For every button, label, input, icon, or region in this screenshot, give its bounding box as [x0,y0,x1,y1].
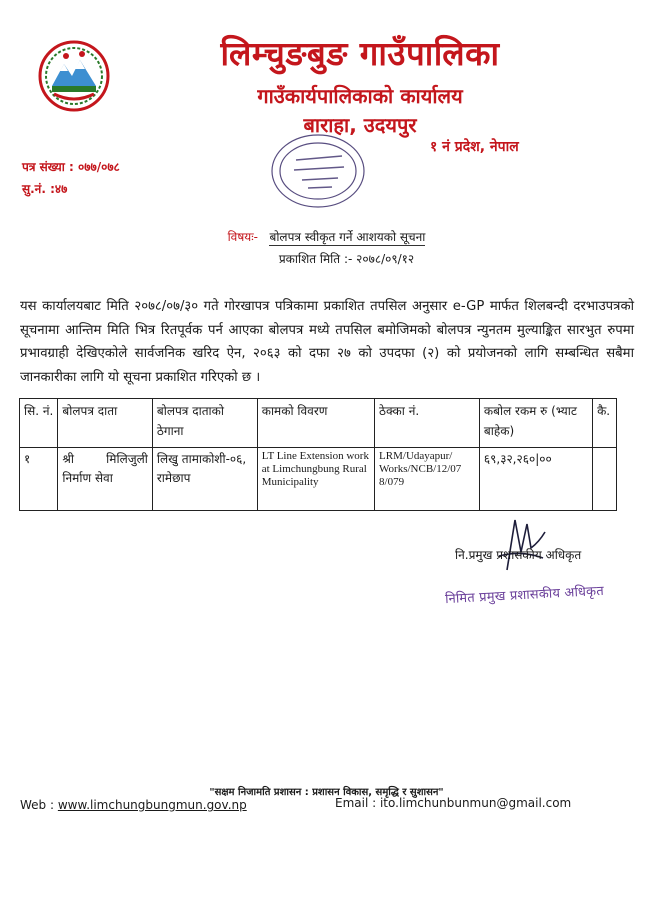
footer-email: Email : ito.limchunbunmun@gmail.com [335,796,572,810]
handwritten-signature-icon [485,512,551,574]
cell-bidder: श्री मिलिजुली निर्माण सेवा [58,448,152,511]
reference-number: सु.नं. :४७ [22,182,68,196]
province-label: १ नं प्रदेश, नेपाल [430,139,519,155]
cell-bidder-address: लिखु तामाकोशी-०६, रामेछाप [152,448,257,511]
table-row [20,448,617,511]
cell-remarks [593,448,617,511]
web-label: Web : [20,798,55,812]
website-link[interactable]: www.limchungbungmun.gov.np [57,798,247,812]
notice-paragraph: यस कार्यालयबाट मिति २०७८/०७/३० गते गोरखापत्र पत्रिकामा प्रकाशित तपसिल अनुसार e-GP मार्फत शिलबन्दी दरभाउपत्रको सूचनामा आन्तिम मिति भित्र रितपूर्वक पर्न आएका बोलपत्र मध्ये तपसिल बमोजिमको बोलपत्र न्युनतम मुल्याङ्कित सारभुत रुपमा प्रभावग्राही देखिएकोले सार्वजनिक खरिद ऐन, २०६३ को दफा २७ को उपदफा (२) को प्रयोजनको लागि सम्बन्धित सबैमा जानकारीका लागि यो सूचना प्रकाशित गरिएको छ । [20,299,634,385]
bid-table [19,398,617,511]
cell-bid-amount: ६९,३२,२६०|०० [479,448,592,511]
cell-serial: १ [20,448,58,511]
signatory-title: नि.प्रमुख प्रशासकीय अधिकृत [455,548,582,562]
subject-text: बोलपत्र स्वीकृत गर्ने आशयको सूचना [269,230,426,244]
cell-work-description: LT Line Extension work at Limchungbung Rural Municipality [257,448,374,511]
header-work-description: कामको विवरण [257,399,374,448]
footer-website [20,798,247,812]
subject-line [0,228,653,245]
footer-motto: "सक्षम निजामति प्रशासन : प्रशासन विकास, समृद्धि र सुशासन" [209,787,444,798]
published-date: प्रकाशित मिति :- २०७८/०९/१२ [278,252,415,266]
table-header-row [20,399,617,448]
org-subtitle: गाउँकार्यपालिकाको कार्यालय [257,84,463,108]
org-address: बाराहा, उदयपुर [303,113,417,137]
header-serial: सि. नं. [20,399,58,448]
header-contract-number: ठेक्का नं. [375,399,480,448]
office-round-stamp-icon [262,130,374,212]
subject-label: विषयः- [227,230,259,244]
header-remarks: कै. [593,399,617,448]
cell-contract-number: LRM/Udayapur/ Works/NCB/12/07 8/079 [375,448,480,511]
header-bidder-address: बोलपत्र दाताको ठेगाना [152,399,257,448]
signatory-stamp: निमित प्रमुख प्रशासकीय अधिकृत [444,583,605,608]
header-bidder: बोलपत्र दाता [58,399,152,448]
org-title: लिम्चुङबुङ गाउँपालिका [220,34,500,73]
nepal-emblem-icon [36,38,112,114]
letter-number: पत्र संख्या : ०७७/०७८ [22,160,120,174]
header-bid-amount: कबोल रकम रु (भ्याट बाहेक) [479,399,592,448]
